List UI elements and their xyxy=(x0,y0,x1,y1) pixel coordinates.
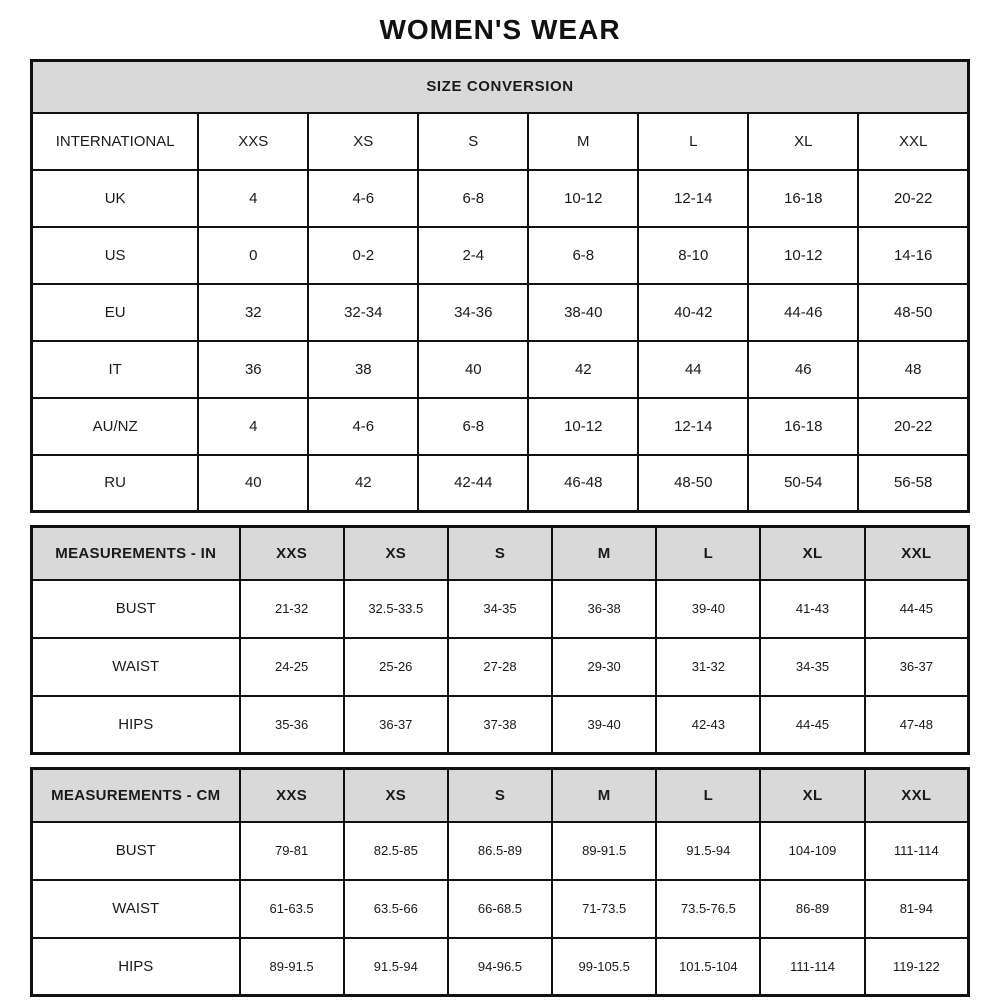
size-value-cell: 20-22 xyxy=(858,170,968,227)
size-value-cell: 0-2 xyxy=(308,227,418,284)
measurement-value-cell: 39-40 xyxy=(656,580,760,638)
table-row-hips-in xyxy=(32,696,969,754)
size-value-cell: 32-34 xyxy=(308,284,418,341)
table-row-bust-cm xyxy=(32,822,969,880)
measure-row-label: WAIST xyxy=(32,880,240,938)
measurement-value-cell: 63.5-66 xyxy=(344,880,448,938)
measurement-value-cell: 39-40 xyxy=(552,696,656,754)
size-value-cell: 56-58 xyxy=(858,455,968,512)
size-value-cell: 36 xyxy=(198,341,308,398)
measurement-value-cell: 32.5-33.5 xyxy=(344,580,448,638)
col-header-xxs: XXS xyxy=(198,113,308,170)
col-header-m: M xyxy=(552,769,656,822)
measure-row-label: HIPS xyxy=(32,696,240,754)
measurement-value-cell: 36-37 xyxy=(344,696,448,754)
measurements-cm-table xyxy=(30,767,970,997)
size-value-cell: 48 xyxy=(858,341,968,398)
size-value-cell: 14-16 xyxy=(858,227,968,284)
size-value-cell: 2-4 xyxy=(418,227,528,284)
col-header-xxs: XXS xyxy=(240,527,344,580)
col-header-xs: XS xyxy=(344,769,448,822)
size-value-cell: 40 xyxy=(198,455,308,512)
col-header-s: S xyxy=(448,527,552,580)
measurement-value-cell: 44-45 xyxy=(865,580,969,638)
region-row-label: UK xyxy=(32,170,199,227)
measurement-value-cell: 111-114 xyxy=(865,822,969,880)
table-row-waist-in xyxy=(32,638,969,696)
measurement-value-cell: 71-73.5 xyxy=(552,880,656,938)
size-value-cell: 16-18 xyxy=(748,170,858,227)
measurements-cm-header-row xyxy=(32,769,969,822)
measurement-value-cell: 89-91.5 xyxy=(552,822,656,880)
measurement-value-cell: 24-25 xyxy=(240,638,344,696)
col-header-s: S xyxy=(418,113,528,170)
size-value-cell: 4-6 xyxy=(308,170,418,227)
measurement-value-cell: 81-94 xyxy=(865,880,969,938)
measure-row-label: HIPS xyxy=(32,938,240,996)
measurement-value-cell: 41-43 xyxy=(760,580,864,638)
table-row-aunz xyxy=(32,398,969,455)
size-value-cell: 44 xyxy=(638,341,748,398)
region-row-label: US xyxy=(32,227,199,284)
measurement-value-cell: 61-63.5 xyxy=(240,880,344,938)
col-header-xl: XL xyxy=(748,113,858,170)
measurement-value-cell: 119-122 xyxy=(865,938,969,996)
measurements-in-title: MEASUREMENTS - IN xyxy=(32,527,240,580)
table-row-eu xyxy=(32,284,969,341)
measurement-value-cell: 99-105.5 xyxy=(552,938,656,996)
measurement-value-cell: 35-36 xyxy=(240,696,344,754)
measurement-value-cell: 34-35 xyxy=(448,580,552,638)
measurement-value-cell: 29-30 xyxy=(552,638,656,696)
col-header-xs: XS xyxy=(344,527,448,580)
size-value-cell: 50-54 xyxy=(748,455,858,512)
measurement-value-cell: 94-96.5 xyxy=(448,938,552,996)
measurement-value-cell: 79-81 xyxy=(240,822,344,880)
table-row-bust-in xyxy=(32,580,969,638)
size-value-cell: 6-8 xyxy=(418,398,528,455)
measurement-value-cell: 89-91.5 xyxy=(240,938,344,996)
measurement-value-cell: 27-28 xyxy=(448,638,552,696)
measurement-value-cell: 36-37 xyxy=(865,638,969,696)
measurement-value-cell: 91.5-94 xyxy=(656,822,760,880)
col-header-xl: XL xyxy=(760,769,864,822)
measurement-value-cell: 101.5-104 xyxy=(656,938,760,996)
measurement-value-cell: 36-38 xyxy=(552,580,656,638)
size-conversion-title-row xyxy=(32,61,969,113)
col-header-l: L xyxy=(638,113,748,170)
measurement-value-cell: 73.5-76.5 xyxy=(656,880,760,938)
size-value-cell: 12-14 xyxy=(638,170,748,227)
measurement-value-cell: 37-38 xyxy=(448,696,552,754)
size-value-cell: 46 xyxy=(748,341,858,398)
region-row-label: RU xyxy=(32,455,199,512)
size-value-cell: 38 xyxy=(308,341,418,398)
table-row-ru xyxy=(32,455,969,512)
col-header-s: S xyxy=(448,769,552,822)
col-header-xl: XL xyxy=(760,527,864,580)
size-value-cell: 20-22 xyxy=(858,398,968,455)
col-header-l: L xyxy=(656,527,760,580)
size-value-cell: 38-40 xyxy=(528,284,638,341)
size-value-cell: 10-12 xyxy=(528,170,638,227)
size-value-cell: 48-50 xyxy=(858,284,968,341)
size-value-cell: 40-42 xyxy=(638,284,748,341)
size-value-cell: 10-12 xyxy=(748,227,858,284)
col-header-international: INTERNATIONAL xyxy=(32,113,199,170)
measurement-value-cell: 86.5-89 xyxy=(448,822,552,880)
measurement-value-cell: 31-32 xyxy=(656,638,760,696)
size-value-cell: 48-50 xyxy=(638,455,748,512)
size-value-cell: 4 xyxy=(198,170,308,227)
region-row-label: EU xyxy=(32,284,199,341)
measurement-value-cell: 25-26 xyxy=(344,638,448,696)
size-value-cell: 40 xyxy=(418,341,528,398)
size-value-cell: 16-18 xyxy=(748,398,858,455)
size-value-cell: 42-44 xyxy=(418,455,528,512)
col-header-xxl: XXL xyxy=(865,769,969,822)
size-value-cell: 34-36 xyxy=(418,284,528,341)
measurements-cm-title: MEASUREMENTS - CM xyxy=(32,769,240,822)
col-header-xxs: XXS xyxy=(240,769,344,822)
measurement-value-cell: 66-68.5 xyxy=(448,880,552,938)
measurement-value-cell: 82.5-85 xyxy=(344,822,448,880)
table-row-waist-cm xyxy=(32,880,969,938)
size-value-cell: 8-10 xyxy=(638,227,748,284)
measurement-value-cell: 47-48 xyxy=(865,696,969,754)
size-conversion-header-row xyxy=(32,113,969,170)
measurements-in-table xyxy=(30,525,970,755)
table-row-uk xyxy=(32,170,969,227)
col-header-xxl: XXL xyxy=(858,113,968,170)
measurement-value-cell: 42-43 xyxy=(656,696,760,754)
size-conversion-title: SIZE CONVERSION xyxy=(32,61,969,113)
measurement-value-cell: 104-109 xyxy=(760,822,864,880)
measurement-value-cell: 21-32 xyxy=(240,580,344,638)
col-header-m: M xyxy=(528,113,638,170)
size-value-cell: 6-8 xyxy=(528,227,638,284)
size-value-cell: 4-6 xyxy=(308,398,418,455)
measurement-value-cell: 86-89 xyxy=(760,880,864,938)
region-row-label: AU/NZ xyxy=(32,398,199,455)
region-row-label: IT xyxy=(32,341,199,398)
size-conversion-table xyxy=(30,59,970,513)
page-title: WOMEN'S WEAR xyxy=(379,14,621,45)
size-value-cell: 32 xyxy=(198,284,308,341)
measurements-in-header-row xyxy=(32,527,969,580)
measurement-value-cell: 44-45 xyxy=(760,696,864,754)
size-value-cell: 46-48 xyxy=(528,455,638,512)
col-header-xs: XS xyxy=(308,113,418,170)
size-value-cell: 12-14 xyxy=(638,398,748,455)
size-value-cell: 44-46 xyxy=(748,284,858,341)
measure-row-label: BUST xyxy=(32,580,240,638)
col-header-l: L xyxy=(656,769,760,822)
table-row-it xyxy=(32,341,969,398)
measure-row-label: BUST xyxy=(32,822,240,880)
size-value-cell: 6-8 xyxy=(418,170,528,227)
size-value-cell: 4 xyxy=(198,398,308,455)
size-value-cell: 0 xyxy=(198,227,308,284)
measurement-value-cell: 91.5-94 xyxy=(344,938,448,996)
col-header-xxl: XXL xyxy=(865,527,969,580)
size-value-cell: 42 xyxy=(528,341,638,398)
size-value-cell: 10-12 xyxy=(528,398,638,455)
measure-row-label: WAIST xyxy=(32,638,240,696)
table-row-us xyxy=(32,227,969,284)
measurement-value-cell: 111-114 xyxy=(760,938,864,996)
size-value-cell: 42 xyxy=(308,455,418,512)
table-row-hips-cm xyxy=(32,938,969,996)
col-header-m: M xyxy=(552,527,656,580)
measurement-value-cell: 34-35 xyxy=(760,638,864,696)
